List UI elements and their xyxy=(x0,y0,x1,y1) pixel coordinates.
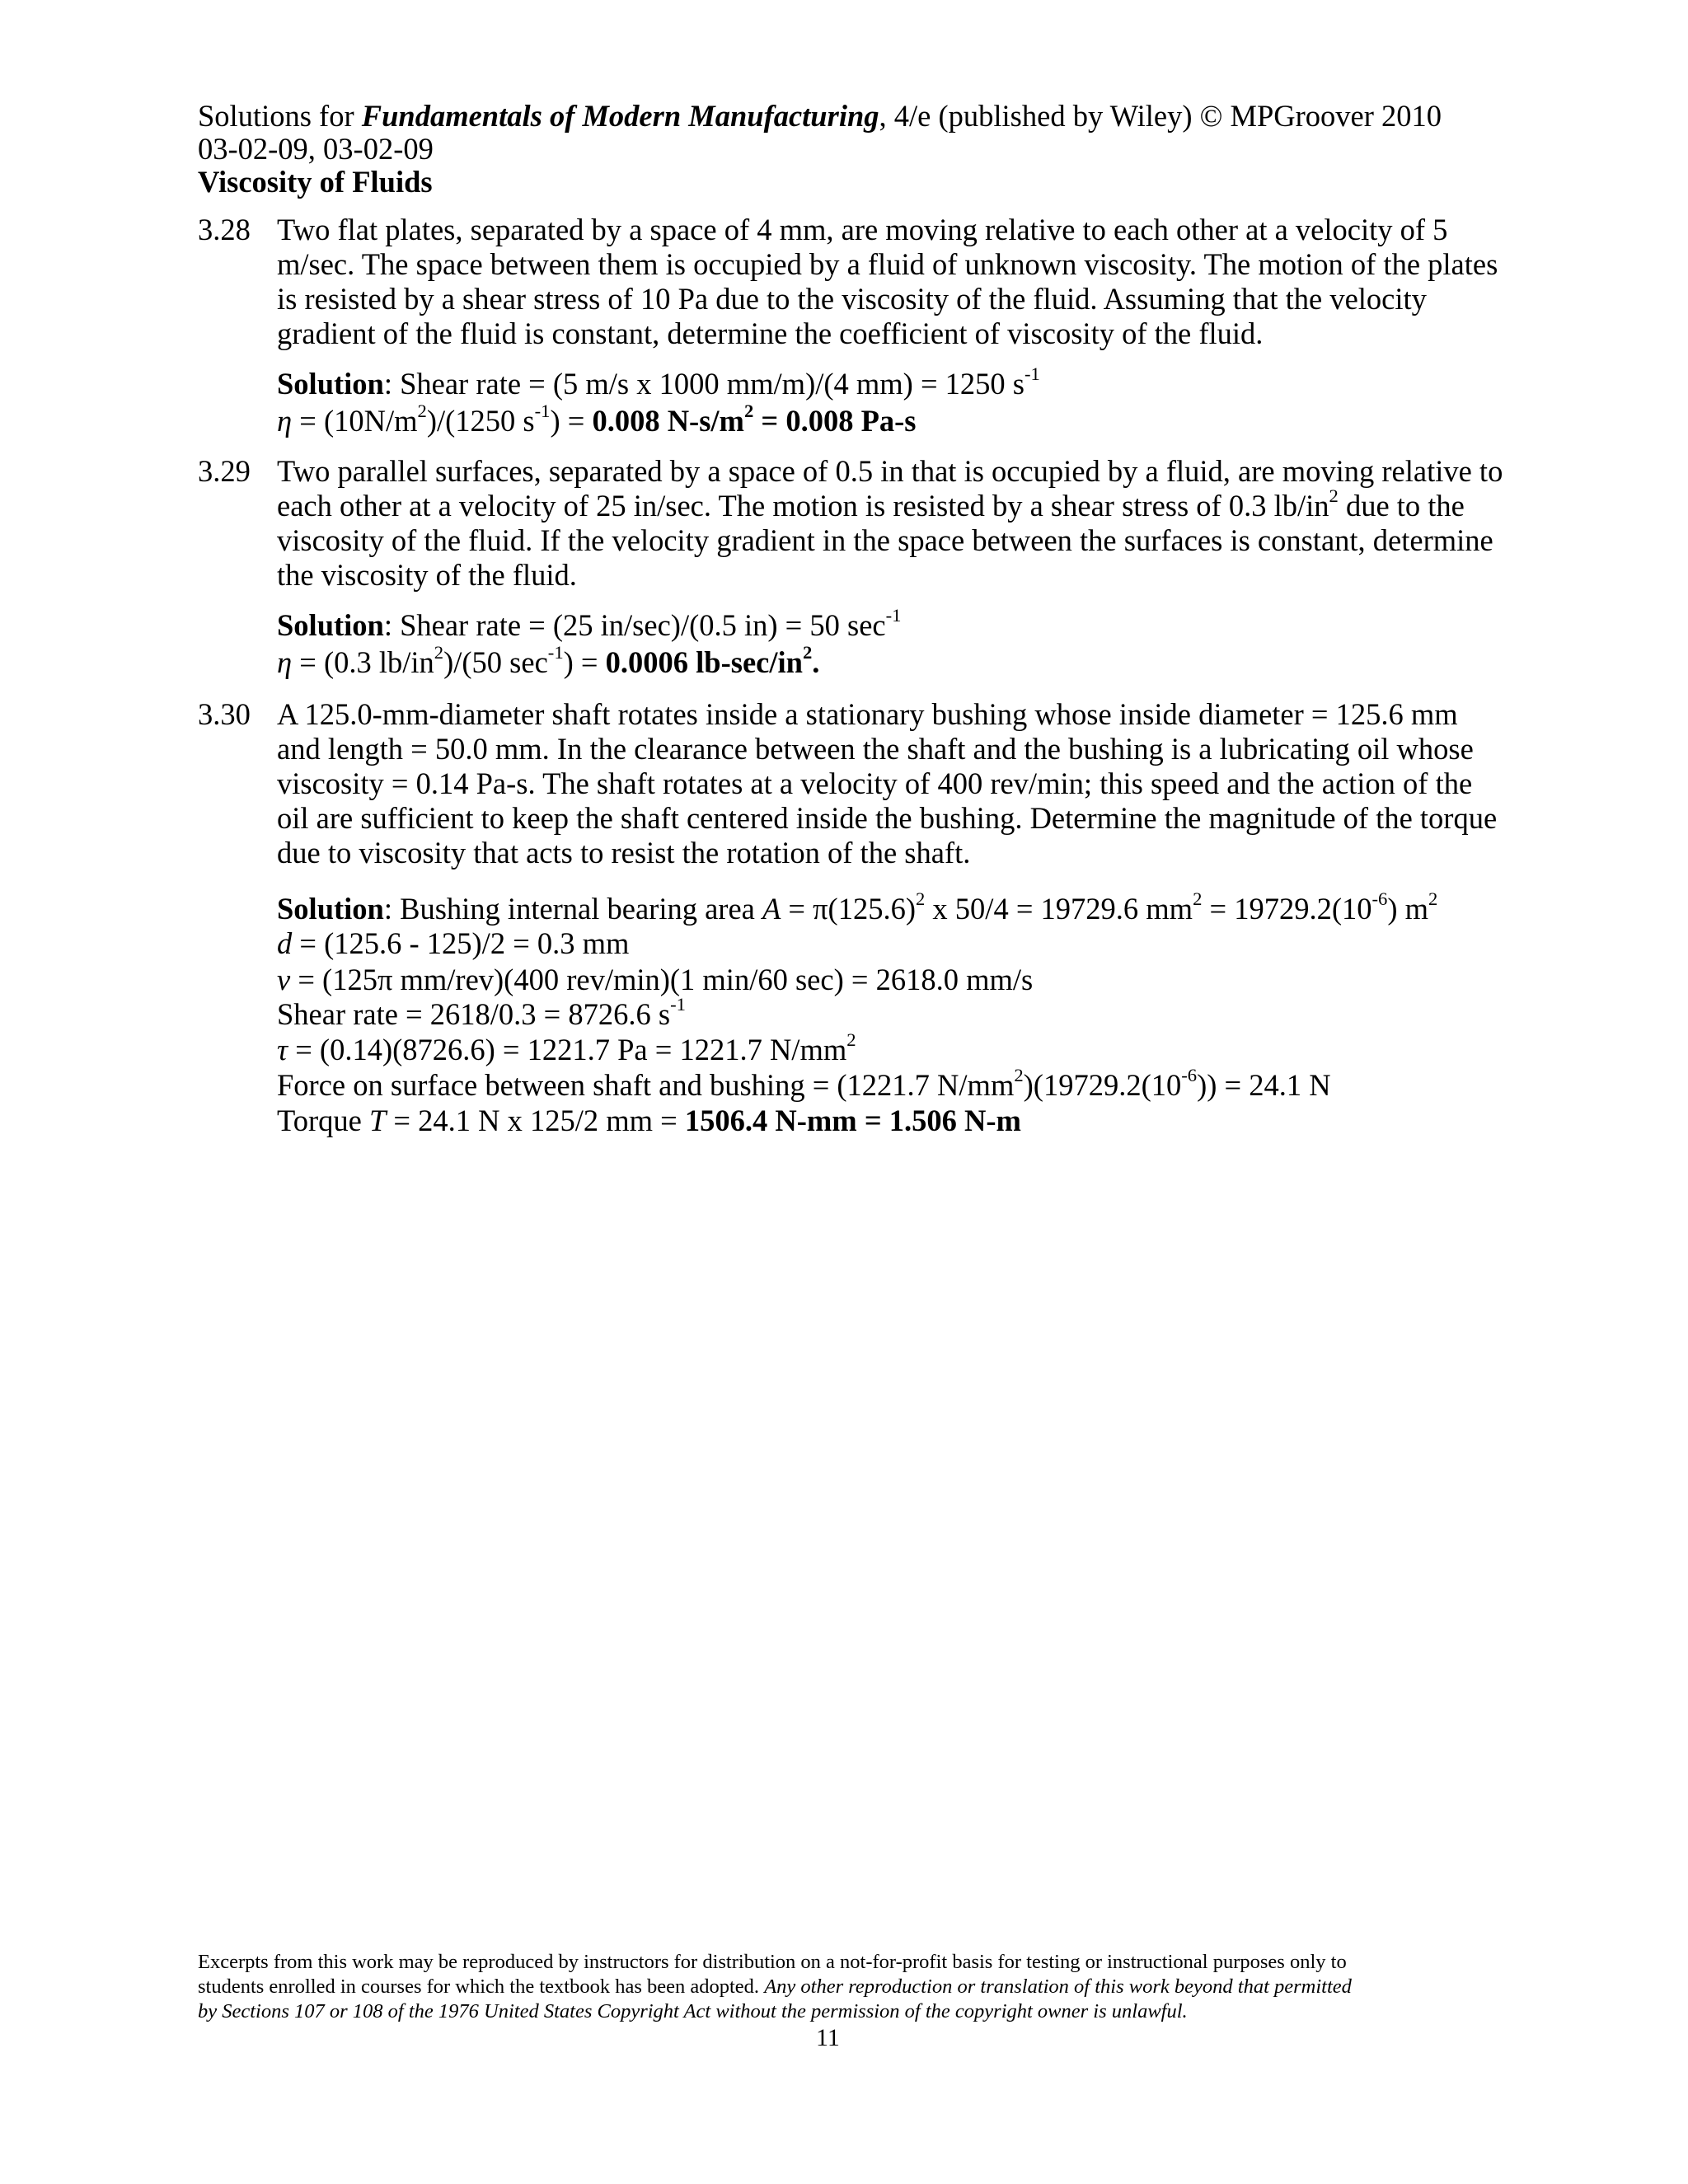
superscript: 2 xyxy=(434,642,444,663)
page-number: 11 xyxy=(816,2024,840,2051)
superscript: 2 xyxy=(915,888,926,910)
solution-text: = π(125.6) xyxy=(781,892,916,926)
superscript: -1 xyxy=(534,401,551,422)
superscript: 2 xyxy=(743,401,754,422)
problem-text-line: oil are sufficient to keep the shaft centered inside the bushing. Determine the magnitude of the torque xyxy=(277,801,1498,835)
eta-symbol: η xyxy=(277,404,293,438)
solution-text: Shear rate = 2618/0.3 = 8726.6 s xyxy=(277,997,671,1031)
answer-text: 0.0006 lb-sec/in xyxy=(605,645,803,679)
variable-T: T xyxy=(368,1104,387,1137)
solution-text: = (0.3 lb/in xyxy=(292,645,434,679)
solution-text: ) = xyxy=(563,645,606,679)
superscript: 2 xyxy=(846,1029,856,1051)
solution-text: : Shear rate = (25 in/sec)/(0.5 in) = 50 sec xyxy=(383,608,886,642)
header-prefix: Solutions for xyxy=(198,99,362,133)
solution-line xyxy=(277,642,820,680)
solution-line xyxy=(277,1065,1331,1103)
superscript: -1 xyxy=(547,642,564,663)
superscript: 2 xyxy=(1193,888,1203,910)
problem-text-line: viscosity = 0.14 Pa-s. The shaft rotates at a velocity of 400 rev/min; this speed and the action of the xyxy=(277,766,1473,800)
superscript: 2 xyxy=(1014,1065,1024,1086)
eta-symbol: η xyxy=(277,645,293,679)
header-dates: 03-02-09, 03-02-09 xyxy=(198,132,434,166)
superscript: -6 xyxy=(1372,888,1388,910)
book-title: Fundamentals of Modern Manufacturing xyxy=(361,99,879,133)
solution-text: )/(50 sec xyxy=(443,645,548,679)
solution-line xyxy=(277,963,1033,997)
footer-line: Excerpts from this work may be reproduced by instructors for distribution on a not-for-profit basis for testing or instructional purposes only to xyxy=(198,1951,1347,1973)
solution-line xyxy=(277,926,629,961)
problem-text-line: gradient of the fluid is constant, determine the coefficient of viscosity of the fluid. xyxy=(277,316,1264,350)
superscript: -1 xyxy=(885,605,902,626)
solution-text: ) m xyxy=(1387,892,1429,926)
problem-text-line: Two parallel surfaces, separated by a space of 0.5 in that is occupied by a fluid, are moving relative to xyxy=(277,454,1503,488)
footer-text-italic: Any other reproduction or translation of this work beyond that permitted xyxy=(764,1975,1352,1998)
solution-text: = 19729.2(10 xyxy=(1202,892,1372,926)
solution-text: Force on surface between shaft and bushing = (1221.7 N/mm xyxy=(277,1068,1015,1102)
answer-text: 0.008 N-s/m xyxy=(592,404,744,438)
answer-text: . xyxy=(812,645,820,679)
solution-line xyxy=(277,888,1438,926)
solution-text: x 50/4 = 19729.6 mm xyxy=(925,892,1193,926)
solution-text: : Shear rate = (5 m/s x 1000 mm/m)/(4 mm) = 1250 s xyxy=(383,367,1025,401)
variable-d: d xyxy=(277,926,293,960)
superscript: 2 xyxy=(1329,485,1339,507)
solution-label: Solution xyxy=(277,892,384,926)
solution-text: = (125π mm/rev)(400 rev/min)(1 min/60 sec) = 2618.0 mm/s xyxy=(290,963,1034,996)
solution-line xyxy=(277,994,686,1032)
solution-text: Torque xyxy=(277,1104,369,1137)
solution-label: Solution xyxy=(277,608,384,642)
problem-text-line: A 125.0-mm-diameter shaft rotates inside a stationary bushing whose inside diameter = 125.6 mm xyxy=(277,697,1458,731)
variable-A: A xyxy=(762,892,781,926)
footer-line xyxy=(198,1975,1352,1999)
problem-text: due to the xyxy=(1338,489,1465,523)
solution-label: Solution xyxy=(277,367,384,401)
problem-number: 3.30 xyxy=(198,697,251,731)
solution-line xyxy=(277,605,902,643)
solution-text: = (125.6 - 125)/2 = 0.3 mm xyxy=(292,926,630,960)
problem-text-line: m/sec. The space between them is occupied by a fluid of unknown viscosity. The motion of the plates xyxy=(277,247,1498,281)
solution-text: = (0.14)(8726.6) = 1221.7 Pa = 1221.7 N/mm xyxy=(288,1033,847,1066)
solution-text: )) = 24.1 N xyxy=(1197,1068,1331,1102)
problem-text-line: and length = 50.0 mm. In the clearance between the shaft and the bushing is a lubricating oil whose xyxy=(277,732,1474,766)
answer-text: = 0.008 Pa-s xyxy=(753,404,917,438)
solution-text: )(19729.2(10 xyxy=(1023,1068,1182,1102)
solution-line xyxy=(277,1029,856,1067)
superscript: 2 xyxy=(1428,888,1438,910)
problem-text-line: Two flat plates, separated by a space of 4 mm, are moving relative to each other at a velocity of 5 xyxy=(277,213,1448,246)
problem-text: each other at a velocity of 25 in/sec. The motion is resisted by a shear stress of 0.3 lb/in xyxy=(277,489,1329,523)
problem-text-line xyxy=(277,485,1465,523)
tau-symbol: τ xyxy=(277,1033,288,1066)
solution-text: ) = xyxy=(550,404,593,438)
solution-line xyxy=(277,363,1040,401)
solution-text: = (10N/m xyxy=(292,404,418,438)
solution-text: : Bushing internal bearing area xyxy=(383,892,762,926)
footer-line: by Sections 107 or 108 of the 1976 United States Copyright Act without the permission of the copyright owner is unlawful. xyxy=(198,2000,1188,2022)
problem-number: 3.29 xyxy=(198,454,251,488)
solution-text: = 24.1 N x 125/2 mm = xyxy=(386,1104,685,1137)
header-line xyxy=(198,99,1442,134)
header-suffix: , 4/e (published by Wiley) © MPGroover 2010 xyxy=(879,99,1442,133)
superscript: 2 xyxy=(417,401,427,422)
solution-line xyxy=(277,1104,1021,1138)
superscript: -1 xyxy=(1025,363,1040,385)
problem-number: 3.28 xyxy=(198,213,251,246)
superscript: -1 xyxy=(670,994,686,1015)
problem-text-line: the viscosity of the fluid. xyxy=(277,558,577,592)
problem-text-line: viscosity of the fluid. If the velocity gradient in the space between the surfaces is constant, determine xyxy=(277,523,1493,557)
solution-text: )/(1250 s xyxy=(426,404,535,438)
footer-text: students enrolled in courses for which the textbook has been adopted. xyxy=(198,1975,765,1998)
problem-text-line: is resisted by a shear stress of 10 Pa due to the viscosity of the fluid. Assuming that the velocity xyxy=(277,282,1427,316)
solution-line xyxy=(277,401,917,438)
section-title: Viscosity of Fluids xyxy=(198,165,433,199)
variable-v: v xyxy=(277,963,291,996)
superscript: 2 xyxy=(802,642,813,663)
answer-text: 1506.4 N-mm = 1.506 N-m xyxy=(684,1104,1021,1137)
superscript: -6 xyxy=(1181,1065,1198,1086)
problem-text-line: due to viscosity that acts to resist the rotation of the shaft. xyxy=(277,836,971,869)
